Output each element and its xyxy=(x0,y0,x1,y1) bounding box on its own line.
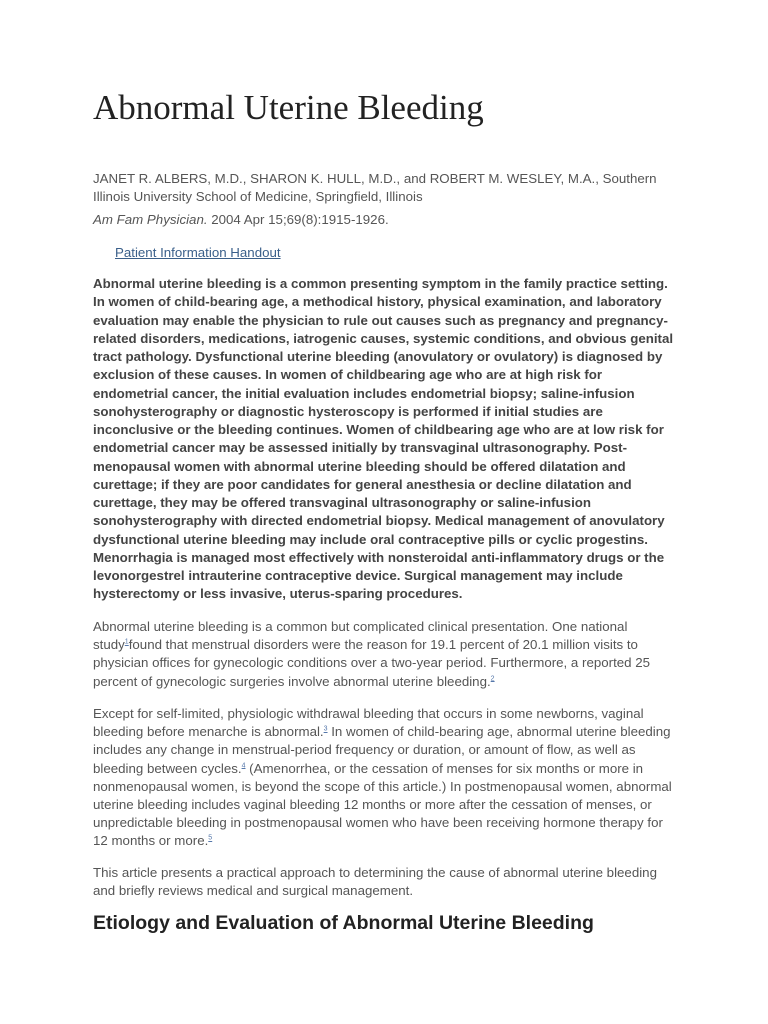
article-title: Abnormal Uterine Bleeding xyxy=(93,88,484,127)
reference-link-5[interactable]: 5 xyxy=(208,835,213,842)
reference-link-4[interactable]: 4 xyxy=(241,762,246,770)
reference-link-1[interactable]: 1 xyxy=(124,638,129,646)
paragraph-text: (Amenorrhea, or the cessation of menses for six months or more in nonmenopausal women, is beyond the scope of this article.) In postmenopausal women, abnormal uterine bleeding includes vaginal bleeding 12 months or more after the cessation of menses, or unpredictable bleeding in postmenopausal women who have been receiving hormone therapy for 12 months or more. xyxy=(93,760,672,849)
paragraph-text: found that menstrual disorders were the reason for 19.1 percent of 20.1 million visits to physician offices for gynecologic conditions over a two-year period. Furthermore, a reported 25 percent of gynecologic surgeries involve abnormal uterine bleeding. xyxy=(93,637,651,689)
body-paragraph-3: This article presents a practical approach to determining the cause of abnormal uterine bleeding and briefly reviews medical and surgical management. xyxy=(93,865,657,899)
paragraph-text: In women of child-bearing age, abnormal uterine bleeding includes any change in menstrual-period frequency or duration, or amount of flow, as well as bleeding between cycles. xyxy=(93,724,671,776)
body-paragraph-2 xyxy=(93,705,679,851)
paragraph-text: Except for self-limited, physiologic withdrawal bleeding that occurs in some newborns, vaginal bleeding before menarche is abnormal. xyxy=(93,706,644,740)
paragraph-text: Abnormal uterine bleeding is a common but complicated clinical presentation. One national study xyxy=(93,619,628,653)
author-list: JANET R. ALBERS, M.D., SHARON K. HULL, M.D., and ROBERT M. WESLEY, M.A., Southern Illinois University School of Medicine, Springfield, Illinois xyxy=(93,171,657,204)
patient-handout-link[interactable]: Patient Information Handout xyxy=(115,245,281,260)
citation xyxy=(93,211,389,229)
journal-name: Am Fam Physician. xyxy=(93,212,208,227)
reference-link-2[interactable]: 2 xyxy=(490,675,495,683)
body-paragraph-1 xyxy=(93,618,679,691)
citation-details: 2004 Apr 15;69(8):1915-1926. xyxy=(207,212,389,227)
reference-link-3[interactable]: 3 xyxy=(323,725,328,733)
section-heading: Etiology and Evaluation of Abnormal Uterine Bleeding xyxy=(93,912,594,934)
abstract: Abnormal uterine bleeding is a common presenting symptom in the family practice setting. In women of child-bearing age, a methodical history, physical examination, and laboratory evaluation may enable the physician to rule out causes such as pregnancy and pregnancy-related disorders, medications, iatrogenic causes, systemic conditions, and obvious genital tract pathology. Dysfunctional uterine bleeding (anovulatory or ovulatory) is diagnosed by exclusion of these causes. In women of childbearing age who are at high risk for endometrial cancer, the initial evaluation includes endometrial biopsy; saline-infusion sonohysterography or diagnostic hysteroscopy is performed if initial studies are inconclusive or the bleeding continues. Women of childbearing age who are at low risk for endometrial cancer may be assessed initially by transvaginal ultrasonography. Post-menopausal women with abnormal uterine bleeding should be offered dilatation and curettage; if they are poor candidates for general anesthesia or decline dilatation and curettage, they may be offered transvaginal ultrasonography or saline-infusion sonohysterography with directed endometrial biopsy. Medical management of anovulatory dysfunctional uterine bleeding may include oral contraceptive pills or cyclic progestins. Menorrhagia is managed most effectively with nonsteroidal anti-inflammatory drugs or the levonorgestrel intrauterine contraceptive device. Surgical management may include hysterectomy or less invasive, uterus-sparing procedures. xyxy=(93,276,674,602)
